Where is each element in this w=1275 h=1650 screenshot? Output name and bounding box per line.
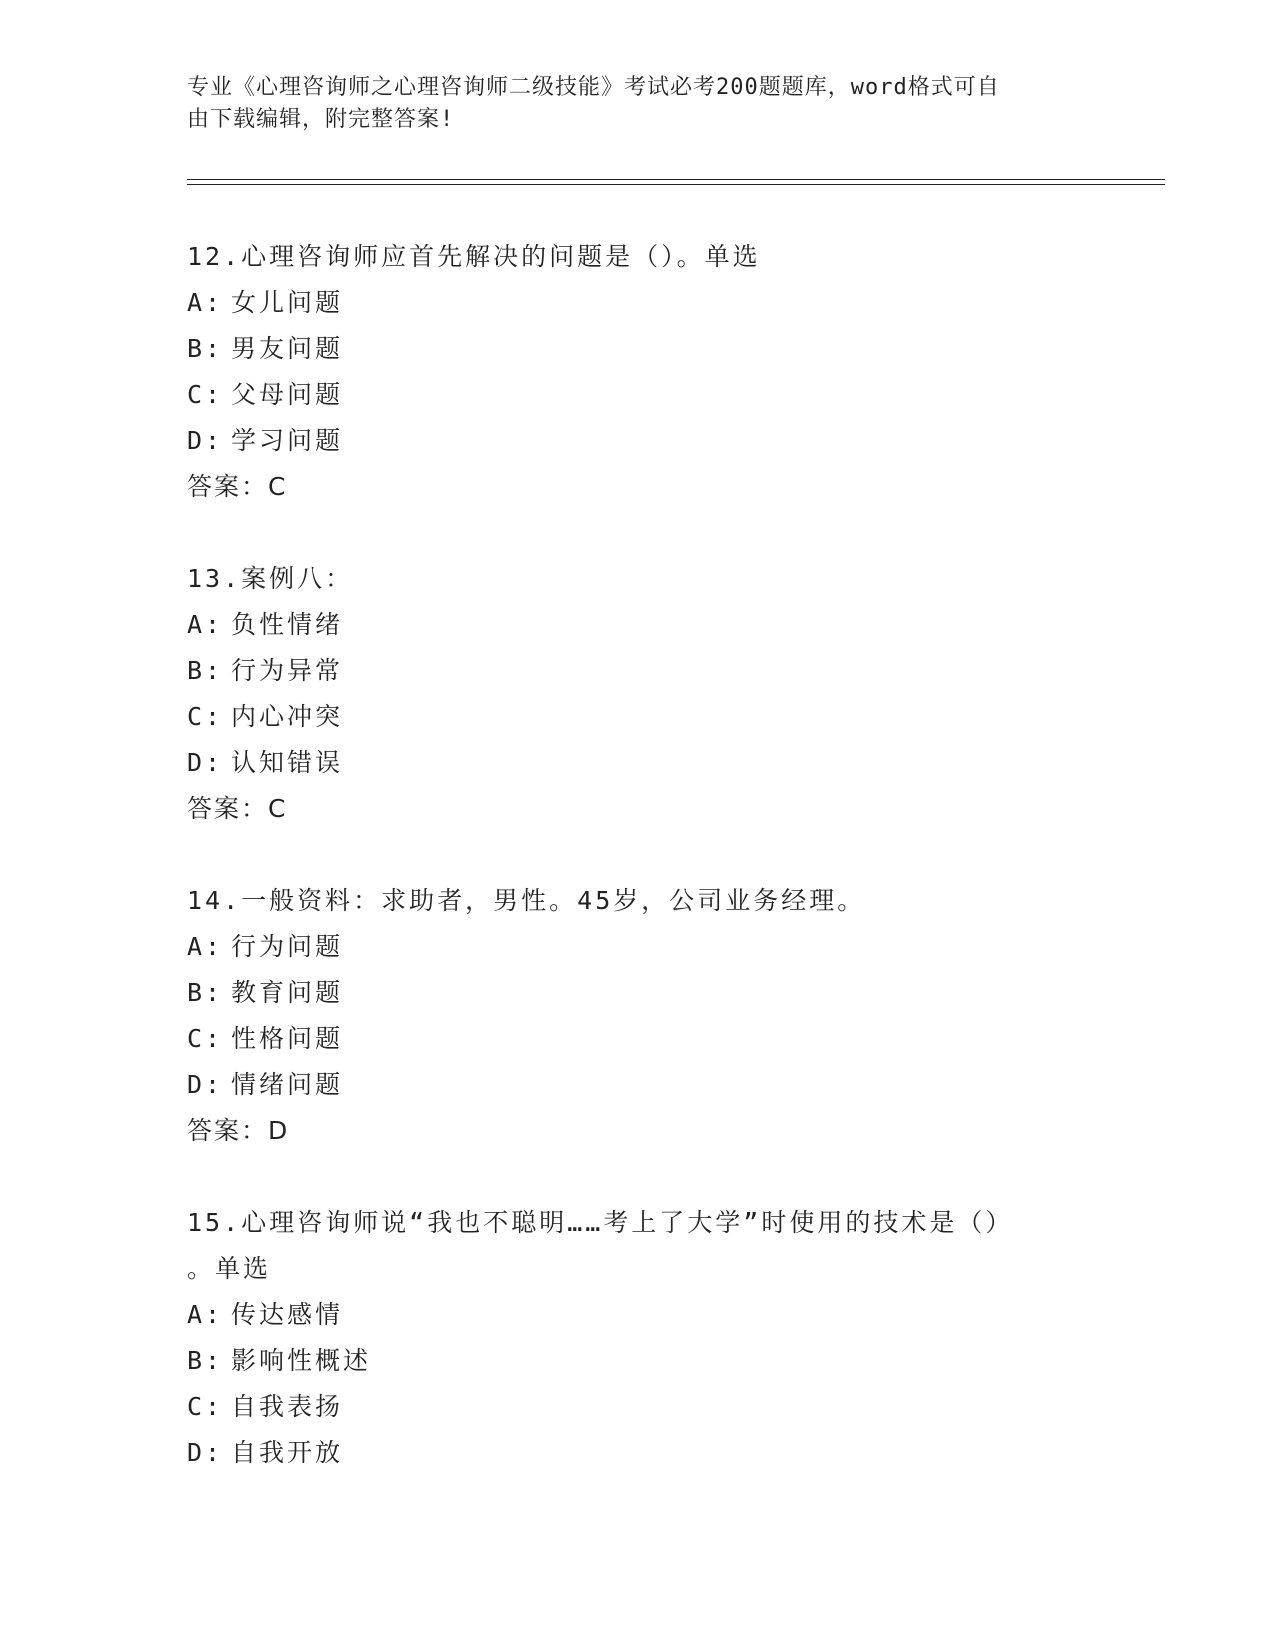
option-c [187,1384,1087,1430]
question-15 [187,1200,1087,1476]
option-letter: A: [187,932,224,961]
option-letter: C: [187,702,224,731]
header-divider-top [187,179,1165,180]
option-text: 自我表扬 [231,1392,344,1421]
answer: 答案：D [187,1116,290,1145]
question-stem: 15.心理咨询师说“我也不聪明……考上了大学”时使用的技术是（） [187,1208,1014,1237]
option-text: 认知错误 [231,748,344,777]
option-letter: A: [187,610,224,639]
option-d [187,418,1087,464]
option-text: 性格问题 [231,1024,344,1053]
option-text: 行为问题 [231,932,344,961]
answer: 答案：C [187,472,288,501]
option-a [187,1292,1087,1338]
option-text: 情绪问题 [231,1070,344,1099]
option-letter: C: [187,1024,224,1053]
option-text: 女儿问题 [231,288,344,317]
option-text: 自我开放 [231,1438,344,1467]
option-b [187,648,1087,694]
option-letter: B: [187,334,224,363]
option-letter: A: [187,288,224,317]
question-stem: 14.一般资料：求助者，男性。45岁，公司业务经理。 [187,886,866,915]
document-header [187,72,1067,136]
option-text: 影响性概述 [231,1346,372,1375]
option-text: 男友问题 [231,334,344,363]
option-letter: D: [187,426,224,455]
header-divider-bottom [187,184,1165,185]
option-d [187,740,1087,786]
option-letter: A: [187,1300,224,1329]
option-a [187,924,1087,970]
option-text: 学习问题 [231,426,344,455]
option-d [187,1062,1087,1108]
question-stem: 12.心理咨询师应首先解决的问题是（）。单选 [187,242,761,271]
option-c [187,694,1087,740]
option-text: 传达感情 [231,1300,344,1329]
answer: 答案：C [187,794,288,823]
option-c [187,1016,1087,1062]
question-stem-continued: 。单选 [187,1254,272,1283]
question-12 [187,234,1087,510]
option-letter: B: [187,978,224,1007]
option-b [187,326,1087,372]
option-text: 父母问题 [231,380,344,409]
option-text: 内心冲突 [231,702,344,731]
option-letter: C: [187,1392,224,1421]
option-a [187,602,1087,648]
option-text: 行为异常 [231,656,344,685]
option-text: 教育问题 [231,978,344,1007]
option-letter: B: [187,1346,224,1375]
question-14 [187,878,1087,1154]
question-13 [187,556,1087,832]
option-letter: B: [187,656,224,685]
option-b [187,970,1087,1016]
question-stem: 13.案例八： [187,564,354,593]
header-line-2: 由下载编辑，附完整答案! [187,107,455,132]
option-c [187,372,1087,418]
option-letter: C: [187,380,224,409]
header-line-1: 专业《心理咨询师之心理咨询师二级技能》考试必考200题题库，word格式可自 [187,75,1000,100]
option-letter: D: [187,1070,224,1099]
option-a [187,280,1087,326]
option-b [187,1338,1087,1384]
option-letter: D: [187,748,224,777]
option-d [187,1430,1087,1476]
option-text: 负性情绪 [231,610,344,639]
option-letter: D: [187,1438,224,1467]
